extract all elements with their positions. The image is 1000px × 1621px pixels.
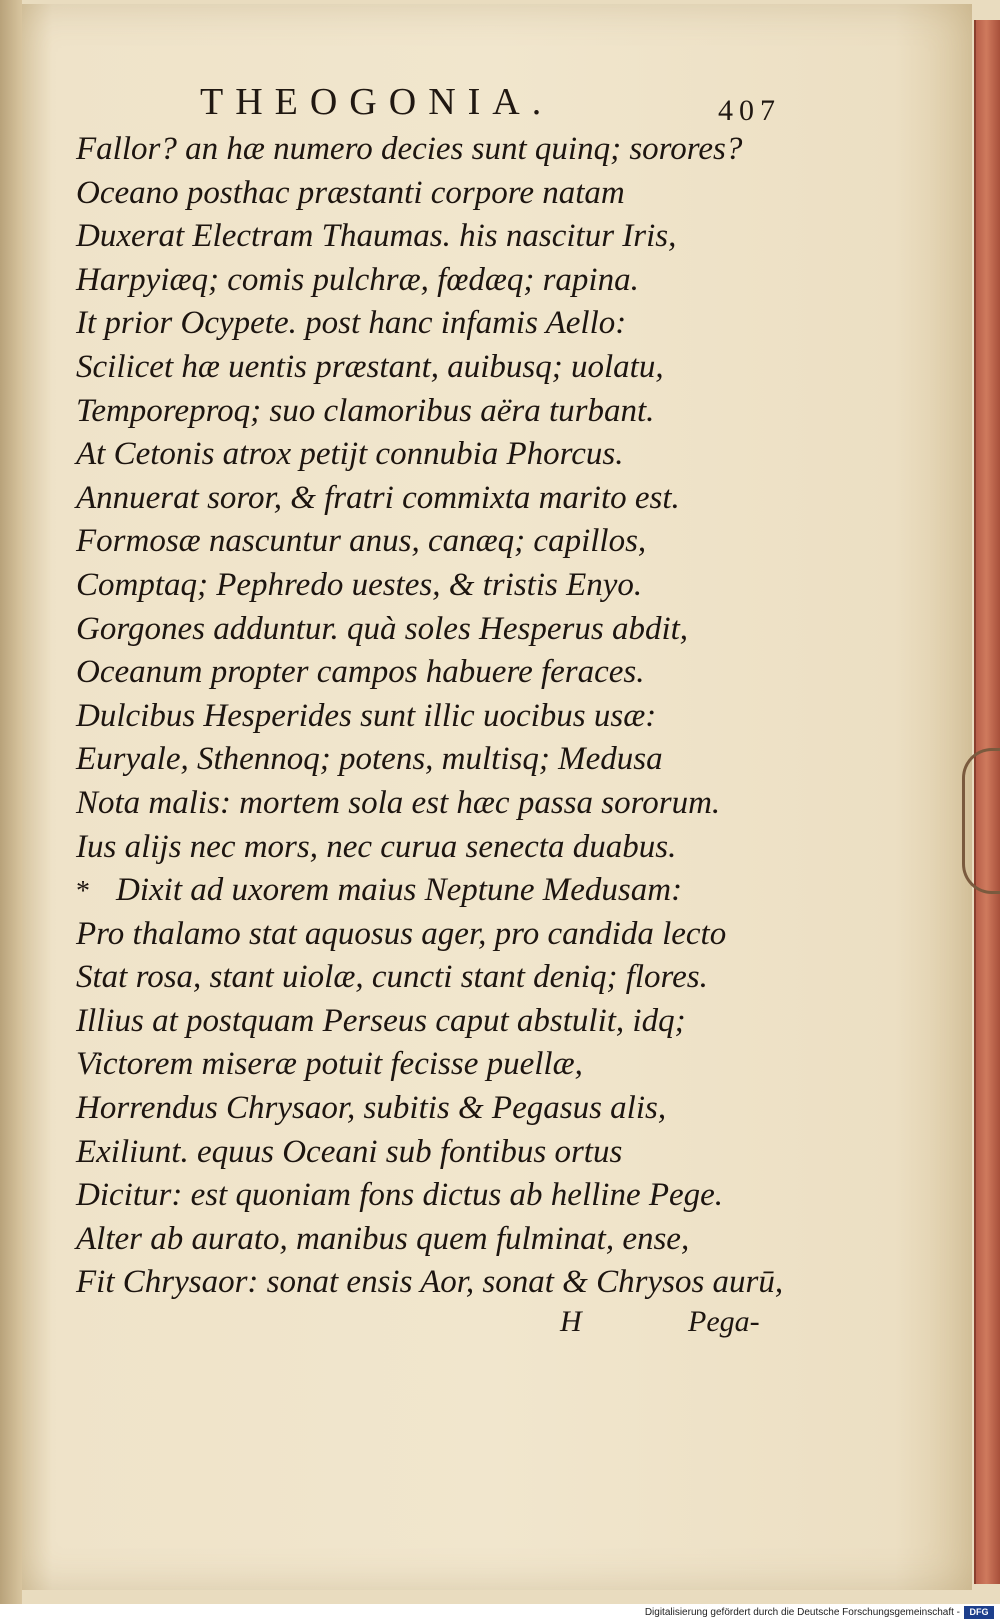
verse-line bbox=[76, 564, 796, 608]
verse-text: Euryale, Sthennoq; potens, multisq; Medusa bbox=[76, 741, 663, 778]
verse-line bbox=[76, 259, 796, 303]
verse-text: Horrendus Chrysaor, subitis & Pegasus alis, bbox=[76, 1090, 667, 1127]
verse-text: Fallor? an hæ numero decies sunt quinq; sorores? bbox=[76, 131, 743, 167]
verse-line bbox=[76, 695, 796, 739]
verse-line bbox=[76, 1087, 796, 1131]
verse-text: Temporeproq; suo clamoribus aëra turbant. bbox=[76, 392, 655, 429]
verse-text: Stat rosa, stant uiolæ, cuncti stant deniq; flores. bbox=[76, 959, 708, 996]
verse-line bbox=[76, 1261, 796, 1305]
verse-line bbox=[76, 1043, 796, 1087]
verse-line bbox=[76, 520, 796, 564]
running-head: THEOGONIA. bbox=[200, 81, 554, 123]
signature-mark: H bbox=[560, 1305, 582, 1338]
verse-text: Gorgones adduntur. quà soles Hesperus abdit, bbox=[76, 610, 689, 647]
verse-line bbox=[76, 172, 796, 216]
verse-text: Dulcibus Hesperides sunt illic uocibus usæ: bbox=[76, 697, 657, 734]
verse-line bbox=[76, 390, 796, 434]
verse-text: Pro thalamo stat aquosus ager, pro candida lecto bbox=[76, 915, 727, 952]
verse-text: Victorem miseræ potuit fecisse puellæ, bbox=[76, 1046, 583, 1083]
verse-line bbox=[76, 913, 796, 957]
asterisk-marker: * bbox=[76, 876, 90, 908]
verse-line bbox=[76, 128, 796, 172]
verse-line bbox=[76, 477, 796, 521]
verse-line bbox=[76, 826, 796, 870]
verse-line bbox=[76, 956, 796, 1000]
verse-text: It prior Ocypete. post hanc infamis Aello: bbox=[76, 305, 627, 342]
verse-line bbox=[76, 1218, 796, 1262]
verse-text: Ius alijs nec mors, nec curua senecta duabus. bbox=[76, 828, 677, 865]
verse-text: Scilicet hæ uentis præstant, auibusq; uolatu, bbox=[76, 348, 664, 385]
verse-text: Alter ab aurato, manibus quem fulminat, ense, bbox=[76, 1220, 690, 1257]
verse-line bbox=[76, 1131, 796, 1175]
verse-text: At Cetonis atrox petijt connubia Phorcus. bbox=[76, 436, 624, 473]
verse-text: Oceano posthac præstanti corpore natam bbox=[76, 174, 625, 211]
verse-line bbox=[76, 302, 796, 346]
verse-text: Fit Chrysaor: sonat ensis Aor, sonat & Chrysos aurū, bbox=[76, 1264, 784, 1301]
verse-text: Exiliunt. equus Oceani sub fontibus ortus bbox=[76, 1133, 623, 1170]
verse-text: Harpyiæq; comis pulchræ, fœdæq; rapina. bbox=[76, 261, 639, 298]
verse-line bbox=[76, 651, 796, 695]
verse-text: Nota malis: mortem sola est hæc passa sororum. bbox=[76, 784, 721, 821]
clasp-ring bbox=[962, 748, 1000, 894]
verse-line bbox=[76, 1000, 796, 1044]
book-gutter bbox=[0, 0, 22, 1604]
verse-text: Oceanum propter campos habuere feraces. bbox=[76, 654, 645, 691]
verse-text: Formosæ nascuntur anus, canæq; capillos, bbox=[76, 523, 647, 560]
verse-line bbox=[76, 1174, 796, 1218]
catchword: Pega- bbox=[688, 1305, 760, 1338]
verse-text: Duxerat Electram Thaumas. his nascitur Iris, bbox=[76, 218, 677, 255]
verse-line bbox=[76, 869, 796, 913]
verse-line bbox=[76, 215, 796, 259]
page-footer-marks bbox=[560, 1305, 800, 1345]
verse-text: Dicitur: est quoniam fons dictus ab helline Pege. bbox=[76, 1177, 724, 1214]
verse-text: Illius at postquam Perseus caput abstulit, idq; bbox=[76, 1002, 686, 1039]
digitization-credit: Digitalisierung gefördert durch die Deutsche Forschungsgemeinschaft - bbox=[644, 1607, 960, 1618]
verse-text: Annuerat soror, & fratri commixta marito est. bbox=[76, 479, 680, 516]
dfg-logo[interactable]: DFG bbox=[964, 1606, 994, 1619]
page-number: 407 bbox=[718, 94, 781, 127]
verse-line bbox=[76, 782, 796, 826]
verse-line bbox=[76, 738, 796, 782]
verse-line bbox=[76, 608, 796, 652]
verse-line bbox=[76, 346, 796, 390]
verse-text: Dixit ad uxorem maius Neptune Medusam: bbox=[116, 872, 683, 909]
verse-block bbox=[76, 128, 796, 1305]
verse-text: Comptaq; Pephredo uestes, & tristis Enyo. bbox=[76, 566, 643, 603]
verse-line bbox=[76, 433, 796, 477]
